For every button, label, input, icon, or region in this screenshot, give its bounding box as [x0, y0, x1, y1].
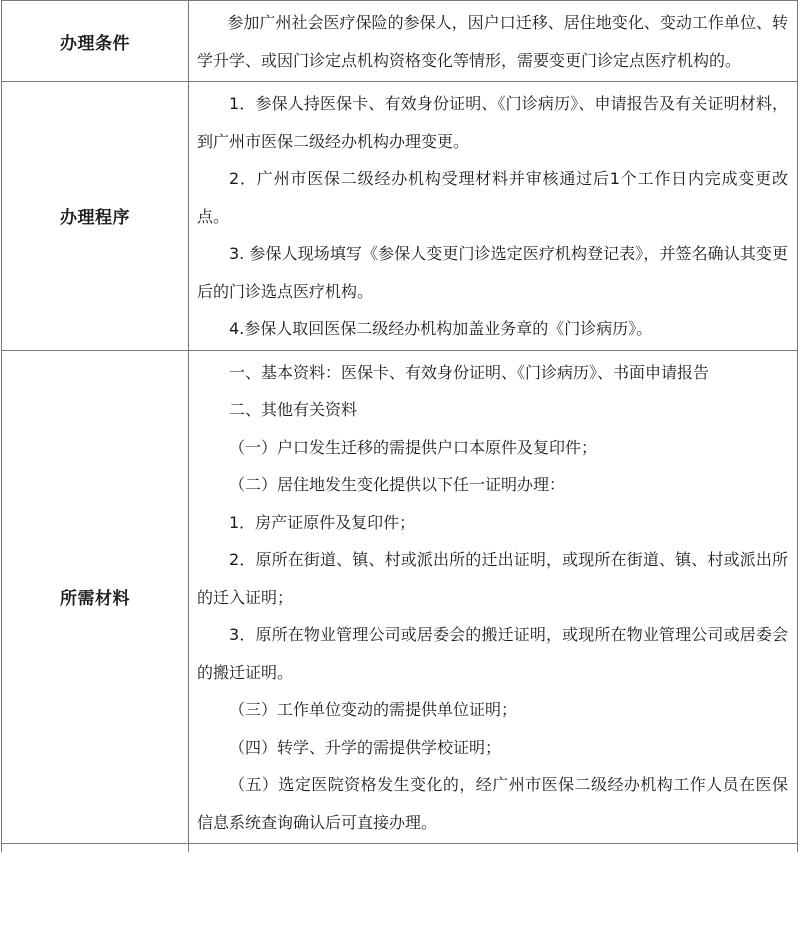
conditions-paragraph: 参加广州社会医疗保险的参保人，因户口迁移、居住地变化、变动工作单位、转学升学、或因门诊定点机构资格变化等情形，需要变更门诊定点医疗机构的。 [197, 13, 788, 70]
procedure-step-3: 3. 参保人现场填写《参保人变更门诊选定医疗机构登记表》，并签名确认其变更后的门诊选点医疗机构。 [197, 244, 788, 301]
table-row-materials [2, 350, 798, 844]
materials-subitem-property-mgmt-proof: 3．原所在物业管理公司或居委会的搬迁证明，或现所在物业管理公司或居委会的搬迁证明。 [197, 625, 788, 682]
service-guide-table [1, 0, 798, 852]
row-label-conditions: 办理条件 [2, 1, 189, 82]
materials-item-hospital: （五）选定医院资格发生变化的，经广州市医保二级经办机构工作人员在医保信息系统查询确认后可直接办理。 [197, 775, 788, 832]
materials-item-employer: （三）工作单位变动的需提供单位证明； [229, 700, 518, 719]
table-row-next-partial [2, 844, 798, 853]
materials-subitem-street-proof: 2．原所在街道、镇、村或派出所的迁出证明，或现所在街道、镇、村或派出所的迁入证明； [197, 550, 788, 607]
materials-item-residence: （二）居住地发生变化提供以下任一证明办理： [229, 475, 566, 494]
row-label-next-partial [2, 844, 189, 853]
row-label-materials: 所需材料 [2, 350, 189, 844]
row-content-procedure [189, 82, 798, 351]
procedure-step-4: 4.参保人取回医保二级经办机构加盖业务章的《门诊病历》。 [229, 319, 653, 338]
materials-item-school: （四）转学、升学的需提供学校证明； [229, 737, 502, 757]
procedure-step-1: 1．参保人持医保卡、有效身份证明、《门诊病历》、申请报告及有关证明材料，到广州市医保二级经办机构办理变更。 [197, 94, 788, 151]
row-label-procedure: 办理程序 [2, 82, 189, 351]
materials-item-basic: 一、基本资料：医保卡、有效身份证明、《门诊病历》、书面申请报告 [229, 362, 710, 382]
row-content-next-partial [189, 844, 798, 853]
table-row-conditions [2, 1, 798, 82]
materials-item-household: （一）户口发生迁移的需提供户口本原件及复印件； [229, 437, 598, 457]
materials-subitem-property: 1．房产证原件及复印件； [229, 512, 416, 532]
row-content-materials [189, 350, 798, 844]
row-content-conditions [189, 1, 798, 82]
materials-item-other-heading: 二、其他有关资料 [229, 400, 358, 419]
table-row-procedure [2, 82, 798, 351]
procedure-step-2: 2．广州市医保二级经办机构受理材料并审核通过后1个工作日内完成变更改点。 [197, 169, 788, 226]
